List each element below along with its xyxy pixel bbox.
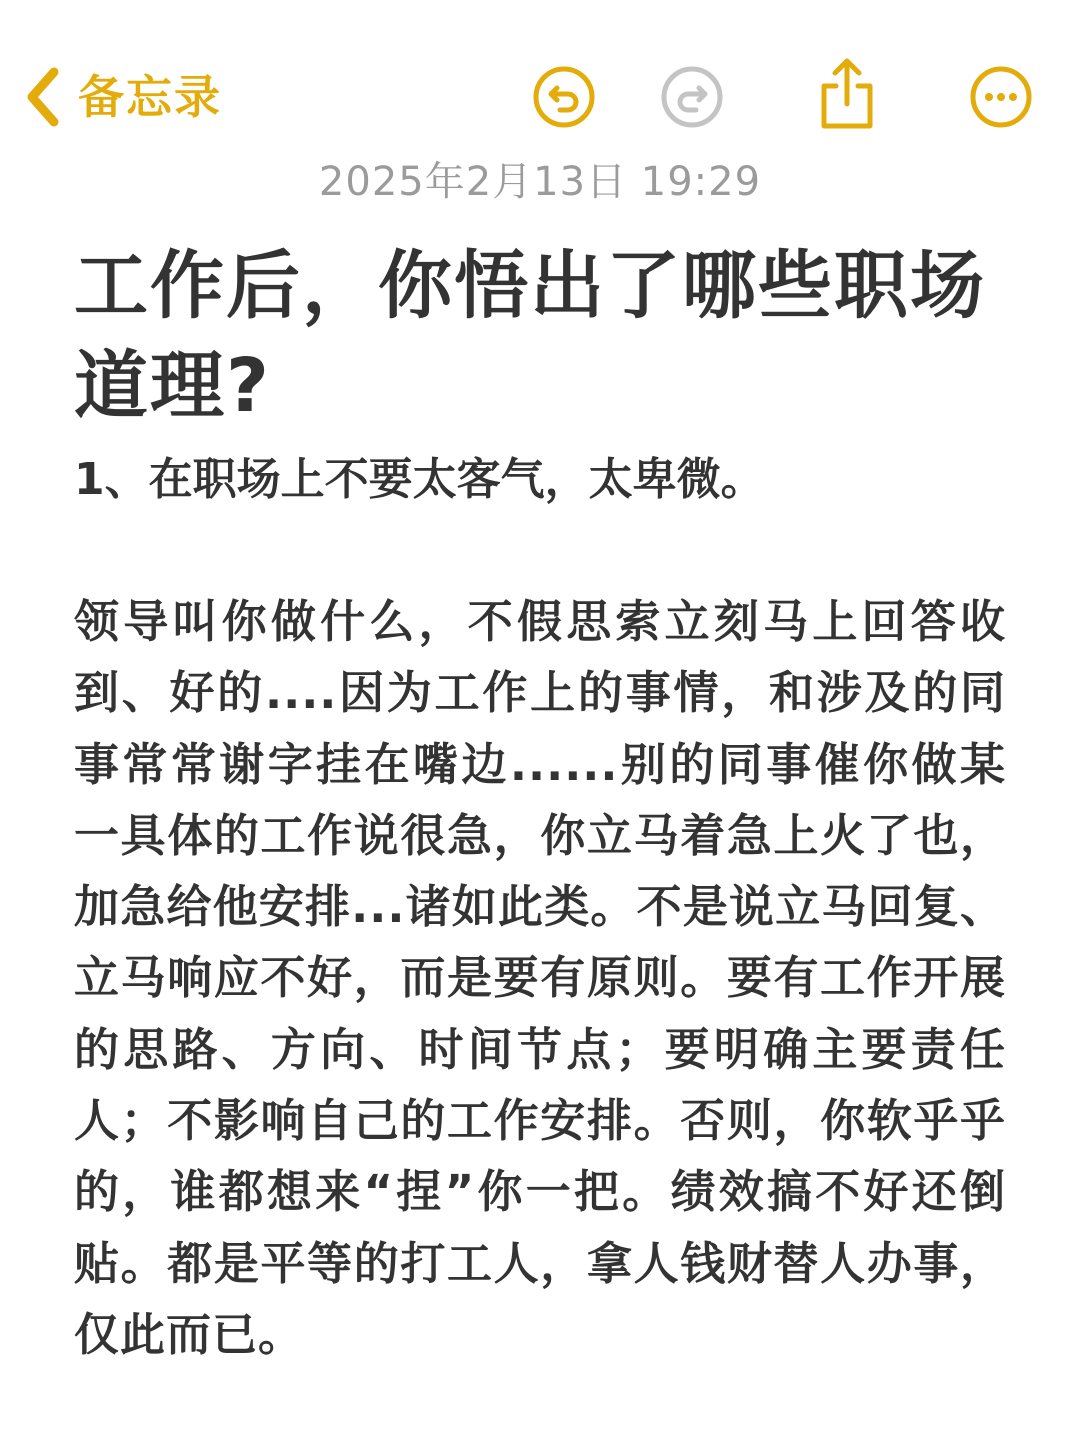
undo-button[interactable]: [531, 64, 597, 130]
redo-button[interactable]: [659, 64, 725, 130]
back-button[interactable]: [22, 62, 222, 132]
note-title[interactable]: 工作后，你悟出了哪些职场道理?: [74, 243, 986, 429]
note-subheading[interactable]: 1、在职场上不要太客气，太卑微。: [74, 454, 765, 505]
redo-icon: [659, 64, 725, 130]
more-button[interactable]: [968, 64, 1034, 130]
undo-icon: [531, 64, 597, 130]
more-icon: [968, 64, 1034, 130]
back-label: 备忘录: [78, 70, 222, 124]
share-button[interactable]: [814, 56, 880, 132]
note-body[interactable]: 领导叫你做什么，不假思索立刻马上回答收到、好的....因为工作上的事情，和涉及的同事常常谢字挂在嘴边......别的同事催你做某一具体的工作说很急，你立马着急上火了也，加急给他安排...诸如此类。不是说立马回复、立马响应不好，而是要有原则。要有工作开展的思路、方向、时间节点；要明确主要责任人；不影响自己的工作安排。否则，你软乎乎的，谁都想来“捏”你一把。绩效搞不好还倒贴。都是平等的打工人，拿人钱财替人办事，仅此而已。: [74, 595, 1006, 1361]
share-icon: [814, 56, 880, 132]
chevron-left-icon: [22, 66, 62, 128]
note-timestamp: 2025年2月13日 19:29: [318, 159, 762, 205]
